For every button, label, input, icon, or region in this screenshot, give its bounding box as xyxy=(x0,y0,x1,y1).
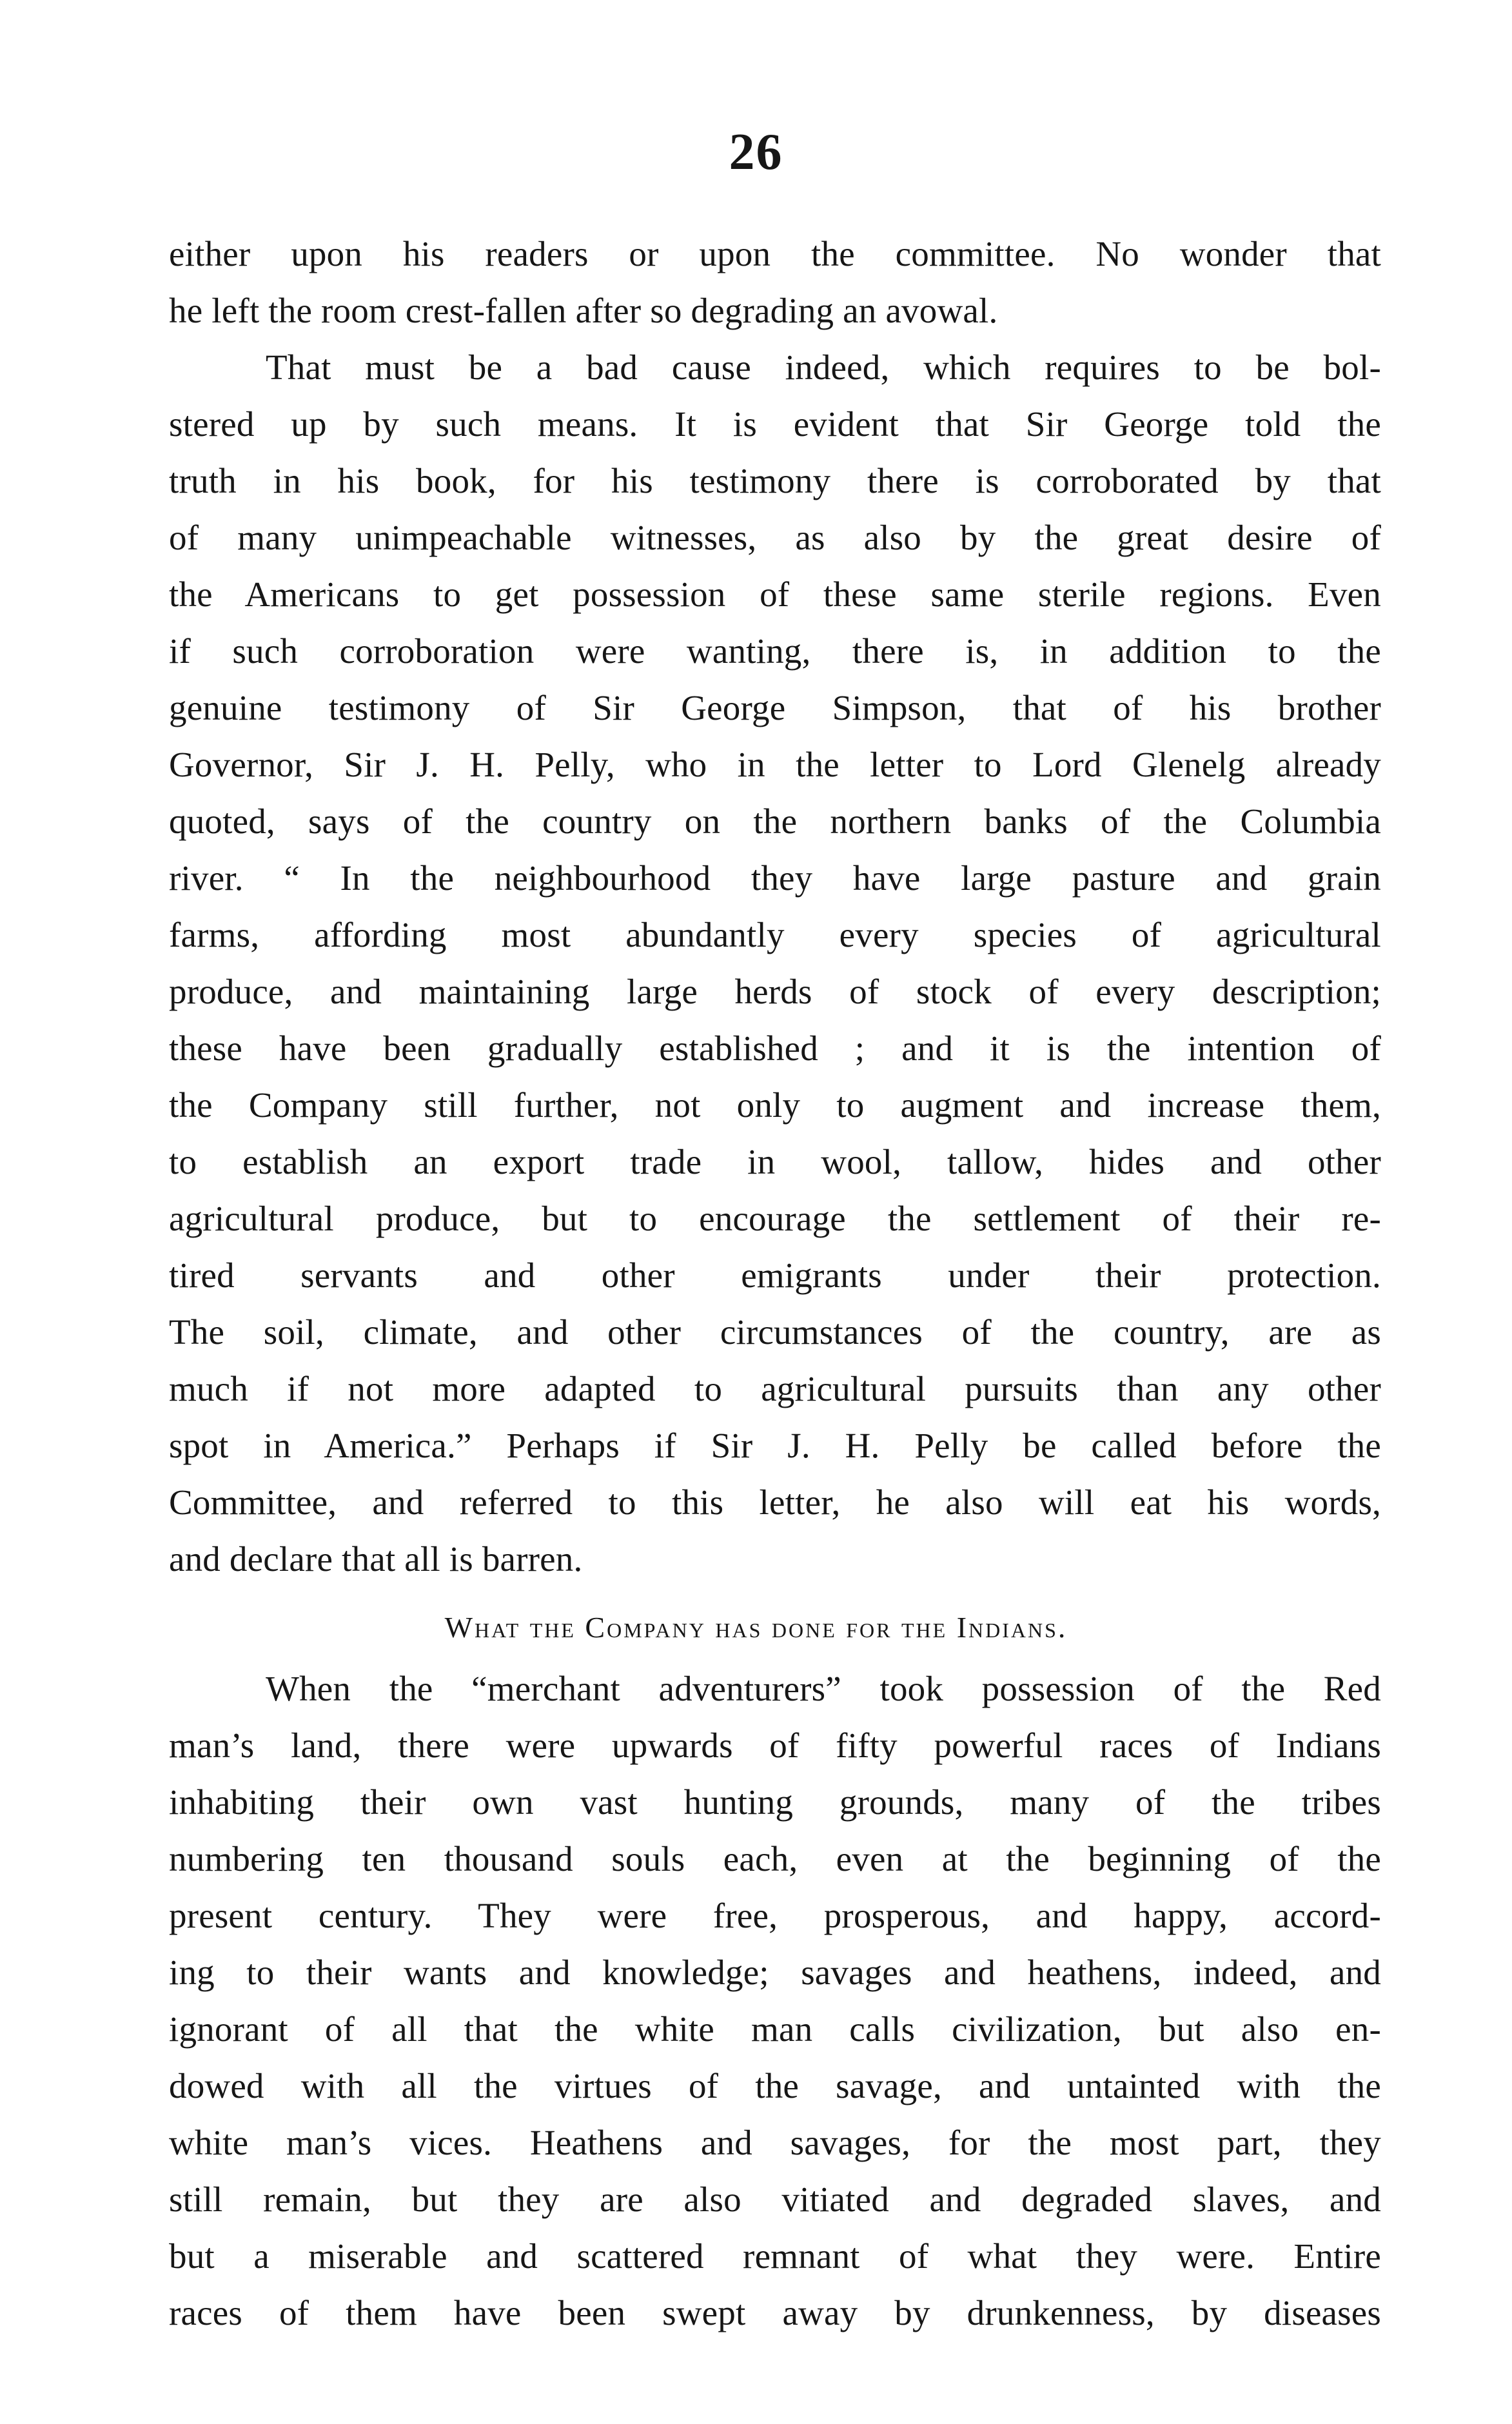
text-line: Committee, and referred to this letter, he also will eat his words, xyxy=(169,1483,1381,1522)
text-line: these have been gradually established ; and it is the intention of xyxy=(169,1029,1381,1068)
text-line: ing to their wants and knowledge; savages and heathens, indeed, and xyxy=(169,1953,1381,1992)
text-line: white man’s vices. Heathens and savages, for the most part, they xyxy=(169,2123,1381,2162)
text-line: tired servants and other emigrants under their protection. xyxy=(169,1256,1381,1295)
text-line: river. “ In the neighbourhood they have large pasture and grain xyxy=(169,858,1381,898)
text-line: either upon his readers or upon the committee. No wonder that xyxy=(169,234,1381,273)
paragraph-indians xyxy=(169,1660,1381,2341)
text-line: spot in America.” Perhaps if Sir J. H. Pelly be called before the xyxy=(169,1426,1381,1465)
text-line: much if not more adapted to agricultural pursuits than any other xyxy=(169,1369,1381,1408)
text-line: ignorant of all that the white man calls civilization, but also en- xyxy=(169,2009,1381,2049)
text-line: agricultural produce, but to encourage the settlement of their re- xyxy=(169,1199,1381,1238)
text-line: quoted, says of the country on the northern banks of the Columbia xyxy=(169,802,1381,841)
text-line: Governor, Sir J. H. Pelly, who in the letter to Lord Glenelg already xyxy=(169,745,1381,784)
text-line: numbering ten thousand souls each, even at the beginning of the xyxy=(169,1839,1381,1878)
text-line: the Americans to get possession of these same sterile regions. Even xyxy=(169,575,1381,614)
text-line: man’s land, there were upwards of fifty powerful races of Indians xyxy=(169,1726,1381,1765)
text-line: inhabiting their own vast hunting grounds, many of the tribes xyxy=(169,1782,1381,1822)
text-line: present century. They were free, prosperous, and happy, accord- xyxy=(169,1896,1381,1935)
text-line: That must be a bad cause indeed, which requires to be bol- xyxy=(266,348,1381,387)
text-line: The soil, climate, and other circumstances of the country, are as xyxy=(169,1312,1381,1352)
text-line: he left the room crest-fallen after so degrading an avowal. xyxy=(169,291,998,330)
paragraph-continuation xyxy=(169,226,1381,339)
text-line: dowed with all the virtues of the savage, and untainted with the xyxy=(169,2066,1381,2105)
text-line: genuine testimony of Sir George Simpson, that of his brother xyxy=(169,688,1381,727)
text-line: truth in his book, for his testimony there is corroborated by that xyxy=(169,461,1381,500)
text-line: if such corroboration were wanting, there is, in addition to the xyxy=(169,631,1381,671)
text-line: to establish an export trade in wool, tallow, hides and other xyxy=(169,1142,1381,1181)
text-line: When the “merchant adventurers” took possession of the Red xyxy=(266,1669,1381,1708)
page-number: 26 xyxy=(729,124,783,181)
text-line: produce, and maintaining large herds of stock of every description; xyxy=(169,972,1381,1011)
text-line: and declare that all is barren. xyxy=(169,1539,583,1579)
text-line: races of them have been swept away by drunkenness, by diseases xyxy=(169,2293,1381,2332)
text-line: but a miserable and scattered remnant of what they were. Entire xyxy=(169,2236,1381,2276)
section-heading: What the Company has done for the Indians. xyxy=(444,1611,1068,1644)
text-line: the Company still further, not only to augment and increase them, xyxy=(169,1085,1381,1125)
text-line: farms, affording most abundantly every species of agricultural xyxy=(169,915,1381,954)
text-line: still remain, but they are also vitiated and degraded slaves, and xyxy=(169,2180,1381,2219)
text-line: stered up by such means. It is evident that Sir George told the xyxy=(169,404,1381,444)
text-line: of many unimpeachable witnesses, as also by the great desire of xyxy=(169,518,1381,557)
paragraph-sir-george-testimony xyxy=(169,339,1381,1588)
